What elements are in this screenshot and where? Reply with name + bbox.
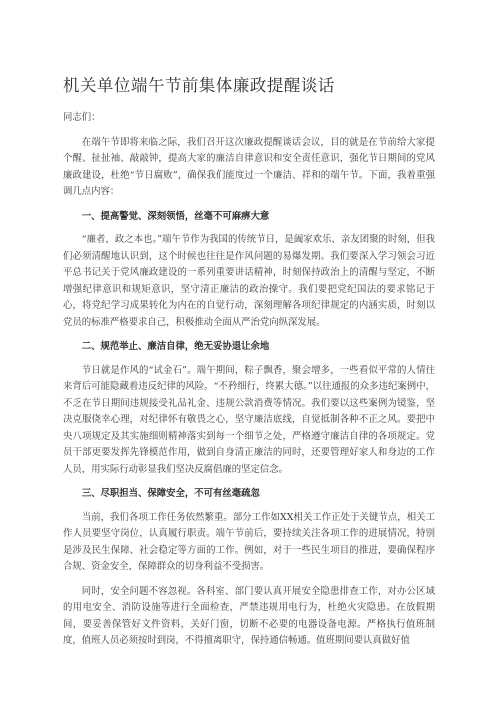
section-heading-2: 二、规范举止、廉洁自律，绝无妥协退让余地	[81, 341, 270, 352]
section-3-paragraph-2: 同时，安全问题不容忽视。各科室、部门要认真开展安全隐患排查工作，对办公区域的用电安全、消防设施等进行全面检查，严禁违规用电行为，杜绝火灾隐患。在放假期间，要妥善保管好文件资料，关好门窗，切断不必要的电器设备电源。严格执行值班制度，值班人员必须按时到岗，不得擅离职守，保持通信畅通。值班期间要认真做好值	[63, 585, 435, 646]
section-2-paragraph: 节日就是作风的“试金石”。端午期间，粽子飘香，聚会增多，一些看似平常的人情往来背后可能隐藏着违反纪律的风险。“不矜细行，终累大德。”以往通报的众多违纪案例中，不乏在节日期间违规接受礼品礼金、违规公款消费等情况。我们要以这些案例为镜鉴，坚决克服侥幸心理，对纪律怀有敬畏之心，坚守廉洁底线，自觉抵制各种不正之风。要把中央八项规定及其实施细则精神落实到每一个细节之处，严格遵守廉洁自律的各项规定。党员干部更要发挥先锋模范作用，做到自身清正廉洁的同时，还要管理好家人和身边的工作人员，用实际行动彰显我们坚决反腐倡廉的坚定信念。	[63, 364, 435, 475]
intro-paragraph: 在端午节即将来临之际，我们召开这次廉政提醒谈话会议，目的就是在节前给大家提个醒、扯扯袖、敲敲钟，提高大家的廉洁自律意识和安全责任意识，强化节日期间的党风廉政建设，杜绝“节日腐败”，确保我们能度过一个廉洁、祥和的端午节。下面，我着重强调几点内容：	[63, 136, 435, 197]
document-title: 机关单位端午节前集体廉政提醒谈话	[63, 76, 335, 95]
section-heading-1: 一、提高警觉、深刻领悟，丝毫不可麻痹大意	[81, 210, 270, 222]
greeting: 同志们：	[63, 112, 101, 123]
section-1-paragraph: “廉者，政之本也。”端午节作为我国的传统节日，是阖家欢乐、亲友团聚的时刻，但我们必须清醒地认识到，这个时候也往往是作风问题的易爆发期。我们要深入学习领会习近平总书记关于党风廉政建设的一系列重要讲话精神，时刻保持政治上的清醒与坚定，不断增强纪律意识和规矩意识，坚守清正廉洁的政治操守。我们要把党纪国法的要求铭记于心，将党纪学习成果转化为内在的自觉行动，深刻理解各项纪律规定的内涵实质，时刻以党员的标准严格要求自己，积极推动全面从严治党向纵深发展。	[63, 234, 435, 328]
section-3-paragraph-1: 当前，我们各项工作任务依然繁重。部分工作如XX相关工作正处于关键节点，相关工作人员要坚守岗位，认真履行职责。端午节前后，要持续关注各项工作的进展情况，特别是涉及民生保障、社会稳定等方面的工作。例如，对于一些民生项目的推进，要确保程序合规、资金安全，保障群众的切身利益不受损害。	[63, 511, 435, 572]
document-body	[63, 110, 435, 650]
section-heading-3: 三、尽职担当、保障安全，不可有丝毫疏忽	[81, 488, 260, 499]
